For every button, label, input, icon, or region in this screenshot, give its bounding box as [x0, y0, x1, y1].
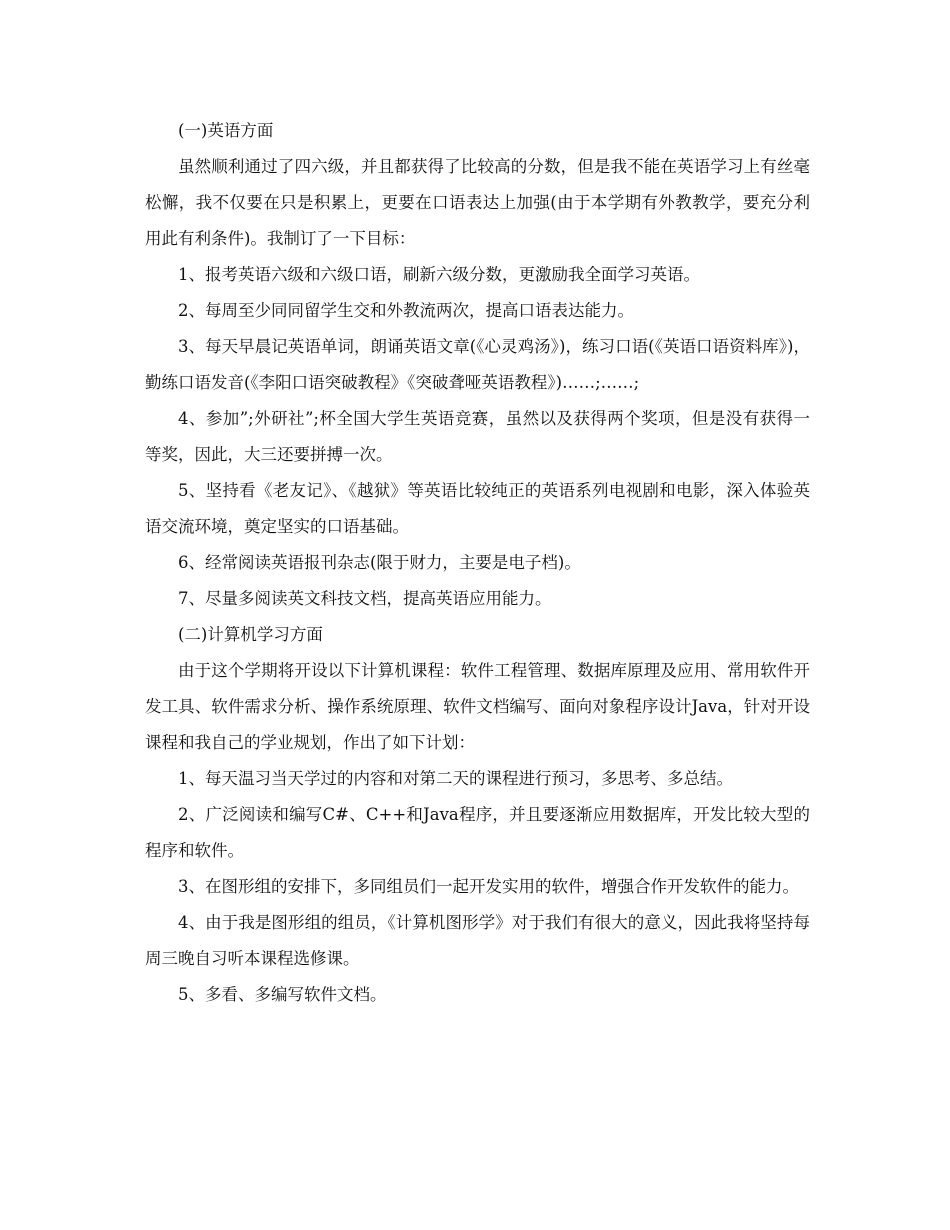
- paragraph-english-intro: 虽然顺利通过了四六级，并且都获得了比较高的分数，但是我不能在英语学习上有丝毫松懈，我不仅要在只是积累上，更要在口语表达上加强(由于本学期有外教教学，要充分利用此有利条件)。我制订了一下目标：: [145, 157, 810, 248]
- list-item: 4、参加”;外研社”;杯全国大学生英语竞赛，虽然以及获得两个奖项，但是没有获得一等奖，因此，大三还要拼搏一次。: [145, 409, 810, 464]
- section-heading-english: (一)英语方面: [178, 121, 274, 140]
- list-item: 1、每天温习当天学过的内容和对第二天的课程进行预习，多思考、多总结。: [178, 769, 733, 788]
- section-heading-computer: (二)计算机学习方面: [178, 625, 323, 644]
- list-item: 3、每天早晨记英语单词，朗诵英语文章(《心灵鸡汤》)，练习口语(《英语口语资料库》)，勤练口语发音(《李阳口语突破教程》《突破聋哑英语教程》)……;……;: [145, 337, 810, 392]
- list-item: 1、报考英语六级和六级口语，刷新六级分数，更激励我全面学习英语。: [178, 265, 700, 284]
- list-item: 7、尽量多阅读英文科技文档，提高英语应用能力。: [178, 589, 552, 608]
- list-item: 5、坚持看《老友记》、《越狱》等英语比较纯正的英语系列电视剧和电影，深入体验英语交流环境，奠定坚实的口语基础。: [145, 481, 810, 536]
- list-item: 6、经常阅读英语报刊杂志(限于财力，主要是电子档)。: [178, 553, 581, 572]
- paragraph-computer-intro: 由于这个学期将开设以下计算机课程：软件工程管理、数据库原理及应用、常用软件开发工具、软件需求分析、操作系统原理、软件文档编写、面向对象程序设计Java，针对开设课程和我自己的学业规划，作出了如下计划：: [145, 661, 810, 752]
- list-item: 5、多看、多编写软件文档。: [178, 985, 387, 1004]
- list-item: 4、由于我是图形组的组员，《计算机图形学》对于我们有很大的意义，因此我将坚持每周三晚自习听本课程选修课。: [145, 913, 810, 968]
- list-item: 3、在图形组的安排下，多同组员们一起开发实用的软件，增强合作开发软件的能力。: [178, 877, 799, 896]
- list-item: 2、每周至少同同留学生交和外教流两次，提高口语表达能力。: [178, 301, 634, 320]
- document-body: [145, 113, 810, 1013]
- list-item: 2、广泛阅读和编写C#、C++和Java程序，并且要逐渐应用数据库，开发比较大型的程序和软件。: [145, 805, 810, 860]
